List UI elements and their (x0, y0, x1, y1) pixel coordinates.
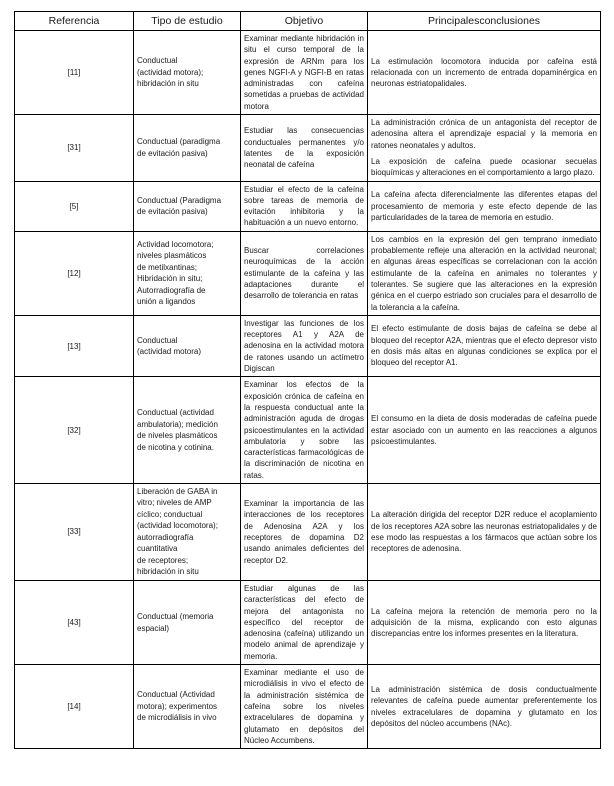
cell-tipo-de-estudio (134, 315, 241, 376)
conclusion-paragraph: La estimulación locomotora inducida por cafeína está relacionada con un incremento de entrada dopaminérgica en neuronas estriatopalidales. (371, 56, 597, 89)
tipo-line: Autorradiografía de (137, 285, 206, 295)
conclusion-paragraph: Los cambios en la expresión del gen temprano inmediato probablemente refleje una alteración en la actividad neuronal; en algunas áreas específicas se correlacionan con la acción estimulante de la cafeína en animales no tolerantes y tolerantes. Se sugiere que las alteraciones en la expresión génica en el cuerpo estriado son cruciales para el desarrollo de la tolerancia a la cafeína. (371, 234, 597, 312)
tipo-line: espacial) (137, 623, 170, 633)
tipo-line: Conductual (paradigma (137, 137, 221, 147)
tipo-line: de receptores; (137, 555, 189, 565)
table-row (15, 665, 601, 749)
cell-tipo-de-estudio (134, 377, 241, 484)
cell-objetivo: Examinar los efectos de la exposición crónica de cafeína en la respuesta conductual ante la administración aguda de drogas psicoestimulantes en la actividad ambulatoria y sobre las características farmacológicas de la discriminación de nicotina en ratas. (241, 377, 368, 484)
cell-principales-conclusiones (368, 580, 601, 664)
conclusion-paragraph: La administración sistémica de dosis conductualmente relevantes de cafeína puede aumentar preferentemente los niveles extracelulares de dopamina y glutamato en los depósitos del núcleo accumbens (NAc). (371, 685, 597, 728)
column-header-tipo-de-estudio: Tipo de estudio (134, 12, 241, 31)
column-header-referencia: Referencia (15, 12, 134, 31)
conclusion-paragraph: La administración crónica de un antagonista del receptor de adenosina altera el aprendizaje espacial y la memoria en ratones neonatales y adultos. (371, 118, 597, 150)
cell-tipo-de-estudio (134, 231, 241, 315)
cell-tipo-de-estudio (134, 115, 241, 181)
cell-objetivo: Buscar correlaciones neuroquímicas de la acción estimulante de la cafeína y las adaptaciones durante el desarrollo de tolerancia en ratas (241, 231, 368, 315)
cell-referencia: [12] (15, 231, 134, 315)
table-row (15, 377, 601, 484)
tipo-line: de metilxantinas; (137, 262, 198, 272)
table-body (15, 31, 601, 749)
tipo-line: (actividad locomotora); (137, 521, 218, 531)
cell-principales-conclusiones (368, 115, 601, 181)
tipo-line: de niveles plasmáticos (137, 431, 218, 441)
tipo-line: hibridación in situ (137, 79, 199, 89)
cell-objetivo: Examinar mediante hibridación in situ el curso temporal de la expresión de ARNm para los genes NGFI-A y NGFI-B en ratas administradas con cafeína sometidas a pruebas de actividad motora (241, 31, 368, 115)
conclusion-paragraph: La alteración dirigida del receptor D2R reduce el acoplamiento de los receptores A2A sobre las neuronas estriatopalidales y de ese modo las respuestas a los fármacos que actúan sobre los receptores de adenosina. (371, 510, 597, 554)
cell-referencia: [31] (15, 115, 134, 181)
tipo-line: de microdiálisis in vivo (137, 713, 217, 723)
tipo-line: Conductual (137, 56, 178, 66)
cell-referencia: [32] (15, 377, 134, 484)
tipo-line: (actividad motora) (137, 347, 202, 357)
tipo-line: Conductual (actividad (137, 408, 214, 418)
cell-tipo-de-estudio (134, 665, 241, 749)
table-header-row (15, 12, 601, 31)
table-row (15, 483, 601, 580)
tipo-line: vitro; niveles de AMP (137, 498, 212, 508)
cell-tipo-de-estudio (134, 31, 241, 115)
cell-objetivo: Investigar las funciones de los receptores A1 y A2A de adenosina en la actividad motora de ratones usando un actímetro Digiscan (241, 315, 368, 376)
table-row (15, 31, 601, 115)
table-row (15, 315, 601, 376)
cell-referencia: [11] (15, 31, 134, 115)
cell-objetivo: Examinar la importancia de las interacciones de los receptores de Adenosina A2A y los receptores de dopamina D2 usando animales deficientes del receptor D2. (241, 483, 368, 580)
tipo-line: Conductual (137, 335, 178, 345)
conclusion-paragraph: La exposición de cafeína puede ocasionar secuelas bioquímicas y alteraciones en el comportamiento a largo plazo. (371, 156, 597, 178)
tipo-line: autorradiografía (137, 532, 194, 542)
tipo-line: Conductual (memoria (137, 612, 214, 622)
tipo-line: motora); experimentos (137, 701, 218, 711)
table-row (15, 231, 601, 315)
tipo-line: Hibridación in situ; (137, 274, 203, 284)
tipo-line: cíclico; conductual (137, 509, 203, 519)
cell-principales-conclusiones (368, 665, 601, 749)
tipo-line: de evitación pasiva) (137, 207, 208, 217)
cell-principales-conclusiones (368, 31, 601, 115)
cell-principales-conclusiones (368, 315, 601, 376)
table-row (15, 115, 601, 181)
cell-objetivo: Estudiar el efecto de la cafeína sobre tareas de memoria de evitación inhibitoria y la habituación a un nuevo entorno. (241, 181, 368, 231)
column-header-principales-conclusiones: Principalesconclusiones (368, 12, 601, 31)
tipo-line: Conductual (Paradigma (137, 195, 222, 205)
cell-tipo-de-estudio (134, 483, 241, 580)
cell-objetivo: Examinar mediante el uso de microdiálisis in vivo el efecto de la administración sistémica de cafeína sobre los niveles extracelulares de dopamina y glutamato en depósitos del Núcleo Accumbens. (241, 665, 368, 749)
cell-principales-conclusiones (368, 483, 601, 580)
tipo-line: Actividad locomotora; (137, 239, 214, 249)
tipo-line: Conductual (Actividad (137, 690, 215, 700)
table-row (15, 181, 601, 231)
cell-principales-conclusiones (368, 377, 601, 484)
cell-referencia: [5] (15, 181, 134, 231)
tipo-line: hibridación in situ (137, 567, 199, 577)
conclusion-paragraph: El efecto estimulante de dosis bajas de cafeína se debe al bloqueo del receptor A2A, mientras que el efecto depresor visto en dosis más altas en algunas condiciones se explica por el bloqueo del receptor A1. (371, 324, 597, 368)
cell-principales-conclusiones (368, 181, 601, 231)
tipo-line: de evitación pasiva) (137, 148, 208, 158)
conclusion-paragraph: La cafeína mejora la retención de memoria pero no la adquisición de la misma, explicando con esto algunas discrepancias entre los informes presentes en la literatura. (371, 606, 597, 639)
tipo-line: unión a ligandos (137, 297, 196, 307)
tipo-line: niveles plasmáticos (137, 251, 207, 261)
tipo-line: ambulatoria); medición (137, 419, 218, 429)
study-summary-table (14, 11, 601, 749)
cell-referencia: [14] (15, 665, 134, 749)
conclusion-paragraph: La cafeína afecta diferencialmente las diferentes etapas del procesamiento de memoria y este efecto depende de las particularidades de la tarea de memoria en estudio. (371, 190, 597, 222)
cell-principales-conclusiones (368, 231, 601, 315)
cell-referencia: [13] (15, 315, 134, 376)
cell-referencia: [43] (15, 580, 134, 664)
cell-tipo-de-estudio (134, 181, 241, 231)
table-header (15, 12, 601, 31)
table-row (15, 580, 601, 664)
cell-tipo-de-estudio (134, 580, 241, 664)
column-header-objetivo: Objetivo (241, 12, 368, 31)
cell-objetivo: Estudiar las consecuencias conductuales permanentes y/o latentes de la exposición neonatal de cafeína (241, 115, 368, 181)
conclusion-paragraph: El consumo en la dieta de dosis moderadas de cafeína puede estar asociado con un aumento en las reacciones a algunos psicoestimulantes. (371, 414, 597, 446)
tipo-line: (actividad motora); (137, 67, 204, 77)
tipo-line: cuantitativa (137, 544, 178, 554)
cell-referencia: [33] (15, 483, 134, 580)
tipo-line: Liberación de GABA in (137, 486, 218, 496)
tipo-line: de nicotina y cotinina. (137, 442, 214, 452)
cell-objetivo: Estudiar algunas de las características del efecto de mejora del antagonista no específico del receptor de adenosina (cafeína) utilizando un modelo animal de aprendizaje y memoria. (241, 580, 368, 664)
